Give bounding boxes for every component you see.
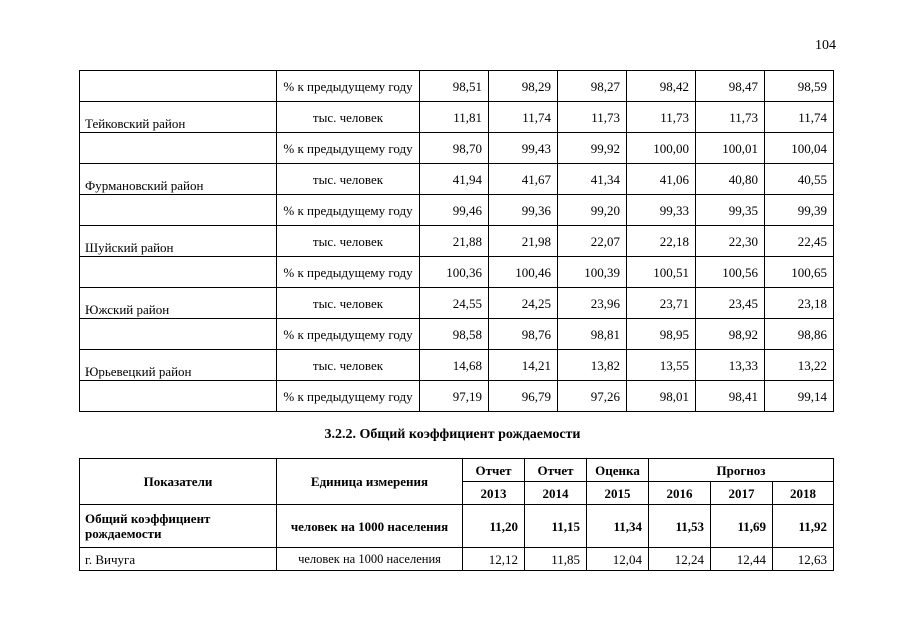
value-cell: 98,81	[558, 319, 627, 350]
value-cell: 99,46	[420, 195, 489, 226]
header-year: 2017	[711, 482, 773, 505]
city-row	[80, 548, 834, 571]
total-row-value: 11,69	[711, 505, 773, 548]
table-row	[80, 319, 834, 350]
header-indicators: Показатели	[80, 459, 277, 505]
value-cell: 22,30	[696, 226, 765, 257]
value-cell: 21,88	[420, 226, 489, 257]
value-cell: 98,01	[627, 381, 696, 412]
value-cell: 98,27	[558, 71, 627, 102]
value-cell: 11,73	[558, 102, 627, 133]
value-cell: 98,70	[420, 133, 489, 164]
value-cell: 11,74	[489, 102, 558, 133]
value-cell: 23,18	[765, 288, 834, 319]
value-cell: 13,33	[696, 350, 765, 381]
value-cell: 100,39	[558, 257, 627, 288]
value-cell: 98,76	[489, 319, 558, 350]
header-forecast: Прогноз	[649, 459, 834, 482]
value-cell: 98,58	[420, 319, 489, 350]
total-row-value: 11,34	[587, 505, 649, 548]
unit-cell: % к предыдущему году	[277, 381, 420, 412]
value-cell: 13,22	[765, 350, 834, 381]
value-cell: 97,26	[558, 381, 627, 412]
value-cell: 23,96	[558, 288, 627, 319]
header-year: 2016	[649, 482, 711, 505]
total-row-value: 11,15	[525, 505, 587, 548]
value-cell: 100,01	[696, 133, 765, 164]
table-row	[80, 164, 834, 195]
value-cell: 22,18	[627, 226, 696, 257]
value-cell: 97,19	[420, 381, 489, 412]
header-report-2014: Отчет	[525, 459, 587, 482]
value-cell: 99,92	[558, 133, 627, 164]
region-name	[80, 257, 277, 288]
city-row-value: 12,24	[649, 548, 711, 571]
value-cell: 98,92	[696, 319, 765, 350]
page-number: 104	[815, 38, 836, 53]
city-row-value: 12,12	[463, 548, 525, 571]
table-row	[80, 350, 834, 381]
value-cell: 100,51	[627, 257, 696, 288]
value-cell: 13,55	[627, 350, 696, 381]
unit-cell: тыс. человек	[277, 288, 420, 319]
value-cell: 99,36	[489, 195, 558, 226]
value-cell: 99,20	[558, 195, 627, 226]
value-cell: 40,80	[696, 164, 765, 195]
value-cell: 21,98	[489, 226, 558, 257]
value-cell: 24,25	[489, 288, 558, 319]
city-row-value: 12,63	[773, 548, 834, 571]
city-row-value: 12,04	[587, 548, 649, 571]
total-row-value: 11,53	[649, 505, 711, 548]
city-row-value: 11,85	[525, 548, 587, 571]
unit-cell: тыс. человек	[277, 102, 420, 133]
unit-cell: % к предыдущему году	[277, 133, 420, 164]
value-cell: 99,39	[765, 195, 834, 226]
value-cell: 11,73	[696, 102, 765, 133]
region-name	[80, 71, 277, 102]
value-cell: 96,79	[489, 381, 558, 412]
population-table-body	[80, 71, 834, 412]
total-row-value: 11,92	[773, 505, 834, 548]
birth-rate-table	[79, 458, 834, 571]
value-cell: 40,55	[765, 164, 834, 195]
value-cell: 99,35	[696, 195, 765, 226]
city-row-value: 12,44	[711, 548, 773, 571]
value-cell: 13,82	[558, 350, 627, 381]
table-row	[80, 257, 834, 288]
unit-cell: тыс. человек	[277, 226, 420, 257]
value-cell: 11,74	[765, 102, 834, 133]
value-cell: 11,73	[627, 102, 696, 133]
table-row	[80, 71, 834, 102]
value-cell: 99,33	[627, 195, 696, 226]
table-row	[80, 288, 834, 319]
total-row	[80, 505, 834, 548]
value-cell: 14,21	[489, 350, 558, 381]
value-cell: 22,45	[765, 226, 834, 257]
value-cell: 100,65	[765, 257, 834, 288]
value-cell: 22,07	[558, 226, 627, 257]
total-row-unit: человек на 1000 населения	[277, 505, 463, 548]
value-cell: 41,67	[489, 164, 558, 195]
header-row-1	[80, 459, 834, 482]
value-cell: 100,00	[627, 133, 696, 164]
value-cell: 41,94	[420, 164, 489, 195]
unit-cell: тыс. человек	[277, 164, 420, 195]
header-year: 2018	[773, 482, 834, 505]
unit-cell: % к предыдущему году	[277, 195, 420, 226]
unit-cell: % к предыдущему году	[277, 257, 420, 288]
table-row	[80, 102, 834, 133]
value-cell: 100,56	[696, 257, 765, 288]
region-name	[80, 133, 277, 164]
table-row	[80, 195, 834, 226]
value-cell: 99,43	[489, 133, 558, 164]
city-row-label: г. Вичуга	[80, 548, 277, 571]
value-cell: 23,45	[696, 288, 765, 319]
total-row-value: 11,20	[463, 505, 525, 548]
value-cell: 41,06	[627, 164, 696, 195]
value-cell: 98,47	[696, 71, 765, 102]
region-name	[80, 381, 277, 412]
header-year: 2013	[463, 482, 525, 505]
unit-cell: % к предыдущему году	[277, 71, 420, 102]
region-name: Тейковский район	[80, 102, 277, 133]
value-cell: 98,51	[420, 71, 489, 102]
section-heading: 3.2.2. Общий коэффициент рождаемости	[324, 427, 581, 442]
region-name: Юрьевецкий район	[80, 350, 277, 381]
table-row	[80, 133, 834, 164]
value-cell: 98,29	[489, 71, 558, 102]
region-name: Южский район	[80, 288, 277, 319]
value-cell: 98,42	[627, 71, 696, 102]
value-cell: 14,68	[420, 350, 489, 381]
header-unit: Единица измерения	[277, 459, 463, 505]
value-cell: 24,55	[420, 288, 489, 319]
value-cell: 100,04	[765, 133, 834, 164]
unit-cell: тыс. человек	[277, 350, 420, 381]
header-estimate: Оценка	[587, 459, 649, 482]
value-cell: 41,34	[558, 164, 627, 195]
city-row-unit: человек на 1000 населения	[277, 548, 463, 571]
value-cell: 23,71	[627, 288, 696, 319]
value-cell: 99,14	[765, 381, 834, 412]
header-year: 2015	[587, 482, 649, 505]
total-row-label: Общий коэффициент рождаемости	[80, 505, 277, 548]
value-cell: 100,36	[420, 257, 489, 288]
value-cell: 100,46	[489, 257, 558, 288]
value-cell: 98,41	[696, 381, 765, 412]
value-cell: 98,86	[765, 319, 834, 350]
table-row	[80, 381, 834, 412]
value-cell: 98,59	[765, 71, 834, 102]
value-cell: 11,81	[420, 102, 489, 133]
table-row	[80, 226, 834, 257]
header-year: 2014	[525, 482, 587, 505]
region-name: Шуйский район	[80, 226, 277, 257]
region-name	[80, 319, 277, 350]
value-cell: 98,95	[627, 319, 696, 350]
region-name	[80, 195, 277, 226]
region-name: Фурмановский район	[80, 164, 277, 195]
header-report-2013: Отчет	[463, 459, 525, 482]
unit-cell: % к предыдущему году	[277, 319, 420, 350]
population-table	[79, 70, 834, 412]
